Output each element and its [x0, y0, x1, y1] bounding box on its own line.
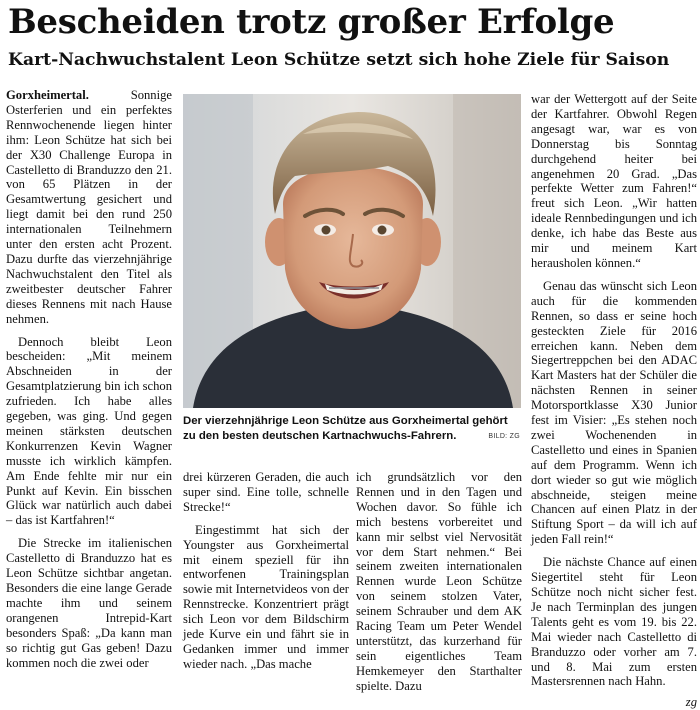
paragraph: Dennoch bleibt Leon bescheiden: „Mit meinem Abschneiden in der Gesamtplatzierung bin ich schon zufrieden. Ich habe alles gegeben, was ging. Und gegen meinen stärksten deutschen Konkurrenzen Kevin Wagner musste ich wirklich kämpfen. Am Ende fehlte mir nur ein Punkt auf Kevin. Ein bisschen Glück war natürlich auch dabei – das ist Kartfahren!“	[6, 334, 172, 528]
paragraph-text: Sonnige Osterferien und ein perfektes Rennwochenende liegen hinter ihm: Leon Schütze hat sich bei der X30 Challenge Europa in Castelletto di Branduzzo den 21. von 65 Plätzen in der Gesamtwertung gesichert und liegt damit bei den rund 250 internationalen Teilnehmern unter den ersten acht Prozent. Dazu durfte das vierzehnjährige Nachwuchstalent den Titel als zweitbester deutscher Fahrer dieses Rennens mit nach Hause nehmen.	[6, 88, 172, 326]
photo-caption: Der vierzehnjährige Leon Schütze aus Gorxheimertal gehört zu den besten deutschen Kartnachwuchs-Fahrern.	[183, 415, 508, 442]
paragraph: drei kürzeren Geraden, die auch super sind. Eine tolle, schnelle Strecke!“	[183, 470, 349, 514]
paragraph: Eingestimmt hat sich der Youngster aus Gorxheimertal mit einem speziell für ihn entworfenen Trainingsplan sowie mit Internetvideos von der Rennstrecke. Konzentriert prägt sich Leon vor dem Bildschirm jede Kurve ein und fährt sie in Gedanken immer und immer wieder nach. „Das mache	[183, 522, 349, 671]
article-column-4	[531, 92, 697, 710]
paragraph: ich grundsätzlich vor den Rennen und in den Tagen und Wochen davor. So fühle ich mich bestens vorbereitet und kann mir selbst viel Nervosität vor dem Start nehmen.“ Bei seinem zweiten internationalen Rennen wurde Leon Schütze von seinem stolzen Vater, seinem Schrauber und dem AK Racing Team um Peter Wendel unterstützt, das kurzerhand für sein eigentliches Team Hemkemeyer den Starthalter spielte. Dazu	[356, 470, 522, 693]
paragraph: Die nächste Chance auf einen Siegertitel steht für Leon Schütze noch nicht sicher fest. Je nach Terminplan des jungen Talents geht es vom 19. bis 22. Mai wieder nach Castelletto di Branduzzo oder vorher am 7. und 8. Mai zum ersten Mastersrennen nach Hahn.	[531, 555, 697, 689]
dateline: Gorxheimertal.	[6, 88, 89, 102]
article-column-2	[183, 470, 349, 670]
paragraph	[6, 88, 172, 327]
author-signature: zg	[685, 695, 697, 710]
paragraph: Genau das wünscht sich Leon auch für die kommenden Rennen, so dass er seine hoch gesteckten Ziele für 2016 erreichen kann. Neben dem Siegertreppchen bei den ADAC Kart Masters hat der Schüler die nächsten Rennen in seiner Motorsportklasse X30 Junior fest im Visier: „Es stehen noch zwei Wochenenden in Castelletto und eines in Spanien auf dem Programm. Wenn ich dort wieder so gut wie möglich abschneide, steigen meine Chancen auf einen Platz in der Stiftung Sport – da will ich auf jeden Fall rein!“	[531, 278, 697, 547]
article-column-3	[356, 470, 522, 693]
paragraph: Die Strecke im italienischen Castelletto di Branduzzo hat es Leon Schütze sichtbar angetan. Besonders die eine lange Gerade machte ihm und seinem orangenen Intrepid-Kart besonders Spaß: „Da kann man so richtig gut Gas geben! Dazu kommen noch die zwei oder	[6, 536, 172, 670]
subheadline: Kart-Nachwuchstalent Leon Schütze setzt sich hohe Ziele für Saison	[8, 50, 670, 70]
paragraph: war der Wettergott auf der Seite der Kartfahrer. Obwohl Regen angesagt war, war es von Donnerstag bis Sonntag durchgehend heiter bei angenehmen 20 Grad. „Das perfekte Wetter zum Fahren!“ freut sich Leon. „Wir hatten ideale Rennbedingungen und ich denke, ich habe das Beste aus mir und meinem Kart herausholen können.“	[531, 92, 697, 270]
headline: Bescheiden trotz großer Erfolge	[8, 2, 615, 42]
article-column-1	[6, 88, 172, 668]
photo-credit: BILD: ZG	[488, 433, 520, 440]
portrait-photo	[183, 94, 521, 408]
portrait-illustration	[183, 94, 521, 408]
